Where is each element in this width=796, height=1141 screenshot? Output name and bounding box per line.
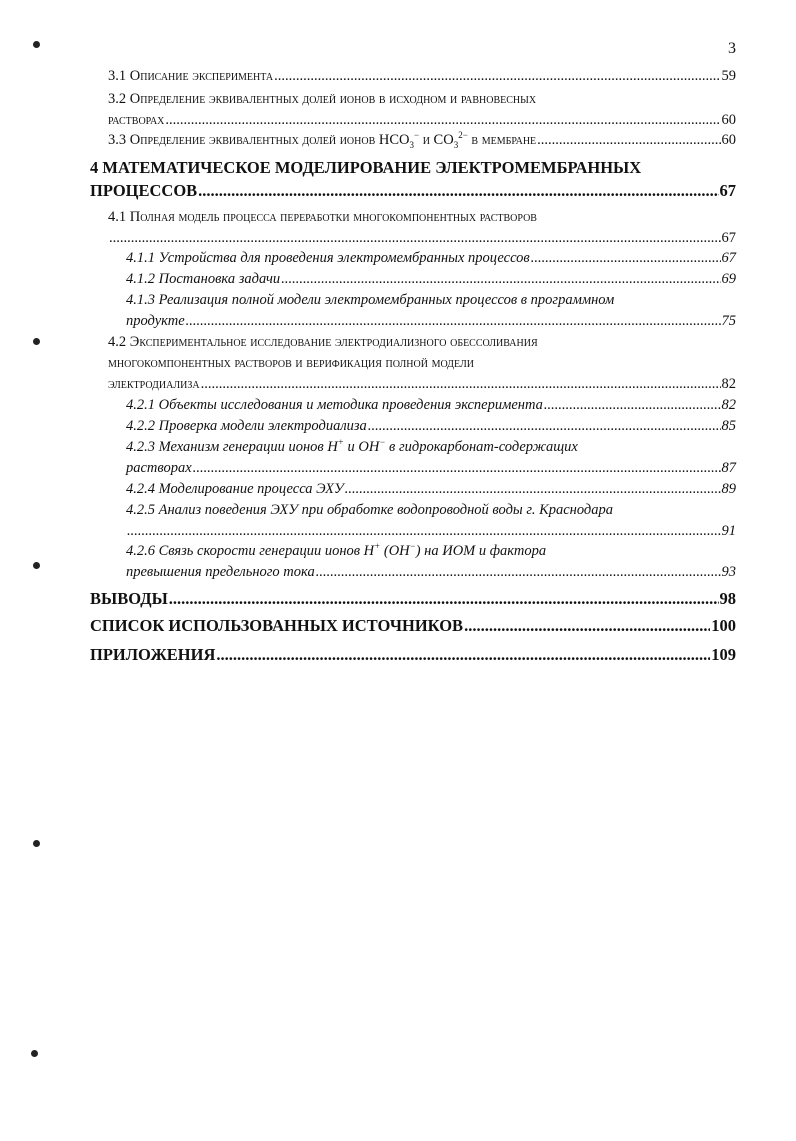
dot-leader — [345, 479, 721, 500]
toc-page-number: 67 — [721, 230, 736, 246]
dot-leader — [186, 311, 721, 332]
toc-page-number: 93 — [721, 564, 736, 580]
toc-page-number: 69 — [721, 271, 736, 287]
dot-leader — [165, 110, 720, 131]
dot-leader — [316, 562, 721, 583]
dot-leader — [531, 248, 721, 269]
toc-entry-4-1-3[interactable]: 4.1.3 Реализация полной модели электромембранных процессов в программном продукте ..... 75 — [126, 290, 736, 332]
toc-entry-4-2-2[interactable]: 4.2.2 Проверка модели электродиализа ..... 85 — [126, 416, 736, 437]
dot-leader — [127, 521, 721, 542]
toc-page-number: 98 — [719, 589, 736, 608]
toc-entry-4[interactable]: 4 МАТЕМАТИЧЕСКОЕ МОДЕЛИРОВАНИЕ ЭЛЕКТРОМЕМБРАННЫХ ПРОЦЕССОВ ..... 67 — [90, 156, 736, 202]
margin-mark — [31, 1050, 38, 1057]
margin-mark — [33, 840, 40, 847]
margin-mark — [33, 41, 40, 48]
toc-entry-4-2-4[interactable]: 4.2.4 Моделирование процесса ЭХУ ..... 89 — [126, 479, 736, 500]
toc-entry-4-2-5[interactable]: 4.2.5 Анализ поведения ЭХУ при обработке водопроводной воды г. Краснодара ..... 91 — [126, 500, 736, 542]
toc-entry-4-2-3[interactable]: 4.2.3 Механизм генерации ионов H+ и OH− в гидрокарбонат-содержащих растворах ..... 87 — [126, 437, 736, 479]
dot-leader — [464, 614, 710, 637]
dot-leader — [544, 395, 721, 416]
toc-entry-references[interactable]: СПИСОК ИСПОЛЬЗОВАННЫХ ИСТОЧНИКОВ ..... 100 — [90, 614, 736, 637]
dot-leader — [198, 179, 718, 202]
toc-page-number: 67 — [721, 250, 736, 266]
dot-leader — [169, 587, 719, 610]
toc-page-number: 87 — [721, 460, 736, 476]
toc-entry-3-2[interactable]: 3.2 Определение эквивалентных долей ионов в исходном и равновесных растворах ..... 60 — [108, 89, 736, 131]
toc-entry-conclusions[interactable]: ВЫВОДЫ ..... 98 — [90, 587, 736, 610]
toc-page-number: 60 — [721, 132, 736, 148]
toc-page-number: 109 — [711, 645, 736, 664]
toc-page-number: 59 — [721, 68, 736, 84]
toc-entry-appendices[interactable]: ПРИЛОЖЕНИЯ ..... 109 — [90, 643, 736, 666]
margin-mark — [33, 562, 40, 569]
toc-page-number: 60 — [721, 112, 736, 128]
toc-entry-4-2-6[interactable]: 4.2.6 Связь скорости генерации ионов H+ (OH−) на ИОМ и фактора превышения предельного тока ..... 93 — [126, 541, 736, 583]
margin-mark — [33, 338, 40, 345]
toc-page-number: 67 — [719, 181, 736, 200]
dot-leader — [109, 228, 721, 249]
toc-entry-4-1-1[interactable]: 4.1.1 Устройства для проведения электромембранных процессов ..... 67 — [126, 248, 736, 269]
toc-page-number: 100 — [711, 616, 736, 635]
toc-page-number: 75 — [721, 313, 736, 329]
dot-leader — [216, 643, 710, 666]
dot-leader — [368, 416, 721, 437]
dot-leader — [193, 458, 721, 479]
toc-page-number: 82 — [721, 397, 736, 413]
toc-page-number: 85 — [721, 418, 736, 434]
toc-page-number: 82 — [721, 376, 736, 392]
toc-entry-4-2[interactable]: 4.2 Экспериментальное исследование электродиализного обессоливания многокомпонентных растворов и верификация полной модели электродиализа ..... 82 — [108, 332, 736, 395]
dot-leader — [537, 130, 720, 151]
dot-leader — [281, 269, 720, 290]
toc-entry-4-2-1[interactable]: 4.2.1 Объекты исследования и методика проведения эксперимента ..... 82 — [126, 395, 736, 416]
dot-leader — [201, 374, 721, 395]
toc-entry-3-1[interactable]: 3.1 Описание эксперимента ..... 59 — [108, 66, 736, 87]
dot-leader — [274, 66, 720, 87]
page-number: 3 — [728, 40, 736, 57]
toc-entry-3-3[interactable]: 3.3 Определение эквивалентных долей ионов $HCO_3^-$ и $CO_3^{2-}$ в мембране ..... 60 — [108, 130, 736, 151]
toc-entry-4-1-2[interactable]: 4.1.2 Постановка задачи ..... 69 — [126, 269, 736, 290]
toc-page-number: 89 — [721, 481, 736, 497]
toc-page-number: 91 — [721, 523, 736, 539]
toc-entry-4-1[interactable]: 4.1 Полная модель процесса переработки многокомпонентных растворов ..... 67 — [108, 207, 736, 249]
